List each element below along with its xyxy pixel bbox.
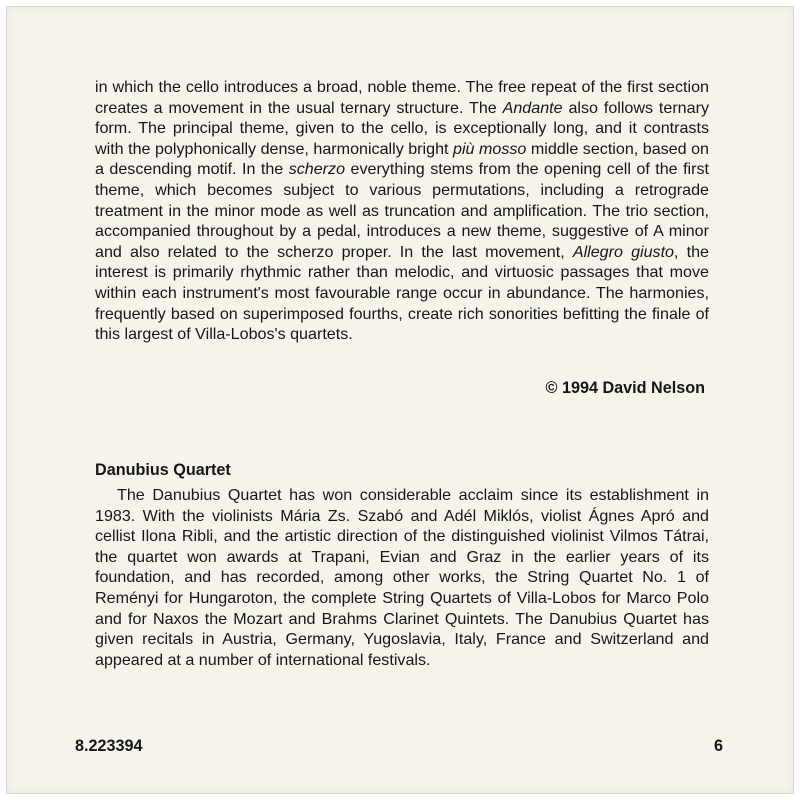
essay-text: also follows ternary form. The principal theme, given to the cello, is exceptionally long, and it contrasts with the polyphonically dense, harmonically bright bbox=[95, 98, 709, 158]
essay-italic-term: più mosso bbox=[453, 139, 527, 158]
quartet-body bbox=[95, 485, 709, 670]
essay-italic-term: Allegro giusto bbox=[572, 242, 675, 261]
essay-text: , the interest is primarily rhythmic rather than melodic, and virtuosic passages that move within each instrument's most favourable range occur in abundance. The harmonies, frequently based on superimposed fourths, create rich sonorities befitting the finale of this largest of Villa-Lobos's quartets. bbox=[95, 242, 709, 344]
essay-text: everything stems from the opening cell of the first theme, which becomes subject to various permutations, including a retrograde treatment in the minor mode as well as truncation and amplification. The trio section, accompanied throughout by a pedal, introduces a new theme, suggestive of A minor and also related to the scherzo proper. In the last movement, bbox=[95, 160, 709, 261]
essay-body bbox=[95, 77, 709, 345]
catalog-number: 8.223394 bbox=[75, 737, 143, 755]
essay-text: middle section, based on a descending motif. In the bbox=[95, 139, 709, 179]
booklet-page bbox=[6, 6, 794, 794]
quartet-paragraph: The Danubius Quartet has won considerable acclaim since its establishment in 1983. With the violinists Mária Zs. Szabó and Adél Miklós, violist Ágnes Apró and cellist Ilona Ribli, and the artistic direction of the distinguished violinist Vilmos Tátrai, the quartet won awards at Trapani, Evian and Graz in the earlier years of its foundation, and has recorded, among other works, the String Quartet No. 1 of Reményi for Hungaroton, the complete String Quartets of Villa-Lobos for Marco Polo and for Naxos the Mozart and Brahms Clarinet Quintets. The Danubius Quartet has given recitals in Austria, Germany, Yugoslavia, Italy, France and Switzerland and appeared at a number of international festivals. bbox=[95, 486, 709, 669]
essay-italic-term: scherzo bbox=[288, 160, 346, 179]
page-number: 6 bbox=[713, 737, 723, 755]
section-heading: Danubius Quartet bbox=[95, 461, 231, 479]
essay-paragraph bbox=[95, 77, 709, 345]
essay-italic-term: Andante bbox=[502, 98, 563, 117]
essay-credit: © 1994 David Nelson bbox=[545, 379, 705, 397]
essay-text: in which the cello introduces a broad, noble theme. The free repeat of the first section creates a movement in the usual ternary structure. The bbox=[95, 78, 709, 117]
